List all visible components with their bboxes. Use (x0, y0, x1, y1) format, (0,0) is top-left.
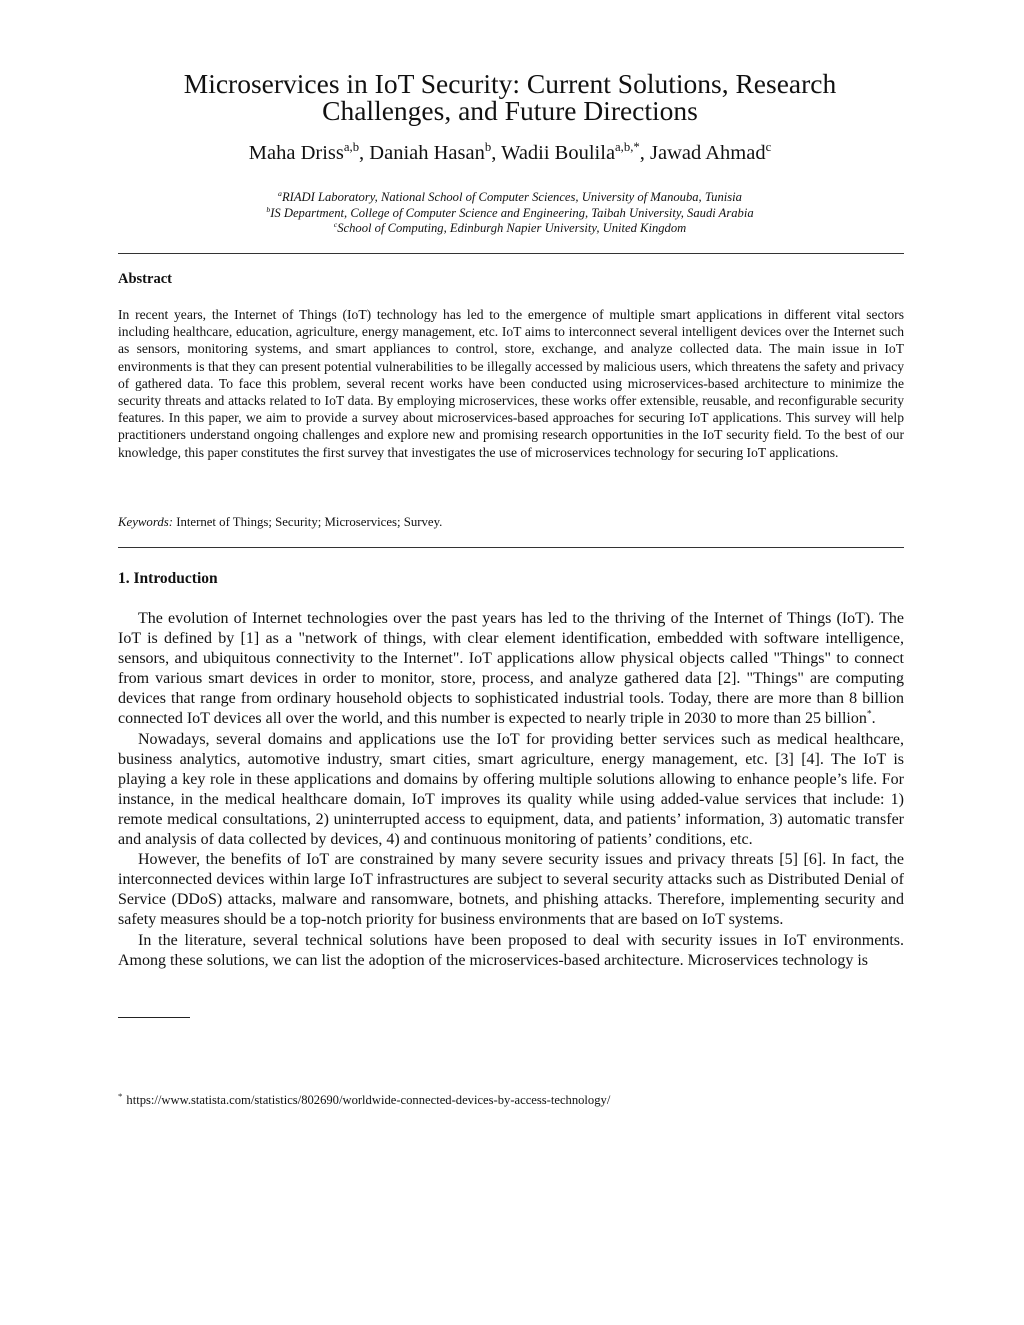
keywords-label: Keywords: (118, 515, 173, 529)
abstract-heading: Abstract (118, 271, 172, 287)
author-list (100, 140, 920, 166)
paper-title (150, 70, 870, 124)
title-line-2: Challenges, and Future Directions (322, 95, 698, 126)
footnote-divider (118, 1017, 190, 1018)
affiliations (100, 190, 920, 237)
footnote-ref[interactable]: * (866, 709, 872, 721)
affiliation: $^c$School of Computing, Edinburgh Napier University, United Kingdom (333, 219, 687, 235)
footnote (118, 1092, 610, 1108)
affiliation: $^a$RIADI Laboratory, National School of Computer Sciences, University of Manouba, Tunisia (278, 188, 742, 204)
author: Daniah Hasan$^b$, (369, 140, 502, 164)
paragraph: However, the benefits of IoT are constrained by many severe security issues and privacy threats [5] [6]. In fact, the interconnected devices within large IoT infrastructures are subject to several security attacks such as Distributed Denial of Service (DDoS) attacks, malware and ransomware, botnets, and phishing attacks. Therefore, implementing security and safety measures should be a top-notch priority for business environments that are based on IoT systems. (118, 851, 904, 929)
title-line-1: Microservices in IoT Security: Current Solutions, Research (183, 68, 837, 99)
header-divider (118, 253, 904, 254)
introduction-body (118, 609, 904, 971)
introduction-heading: 1. Introduction (118, 570, 218, 587)
author: Maha Driss$^{a,b}$, (248, 140, 370, 164)
author: Jawad Ahmad$^c$ (650, 140, 772, 164)
author: Wadii Boulila$^{a,b,*}$, (501, 140, 650, 164)
paragraph: Nowadays, several domains and applications use the IoT for providing better services such as medical healthcare, business analytics, automotive industry, smart cities, smart agriculture, energy management, etc. [3] [4]. The IoT is playing a key role in these applications and domains by offering multiple solutions allowing to enhance people’s life. For instance, in the medical healthcare domain, IoT improves its quality while using added-value services that include: 1) remote medical consultations, 2) uninterrupted access to equipment, data, and patients’ information, 3) automatic transfer and analysis of data collected by devices, 4) and continuous monitoring of patients’ conditions, etc. (118, 730, 904, 849)
abstract-divider (118, 547, 904, 548)
footnote-mark: * (118, 1090, 123, 1101)
paragraph: In the literature, several technical solutions have been proposed to deal with security issues in IoT environments. Among these solutions, we can list the adoption of the microservices-based architecture. Microservices technology is (118, 931, 904, 969)
keywords (118, 514, 904, 530)
keywords-text: Internet of Things; Security; Microservices; Survey. (176, 515, 443, 529)
paragraph: The evolution of Internet technologies over the past years has led to the thriving of the Internet of Things (IoT). The IoT is defined by [1] as a "network of things, with clear element identification, embedded with software intelligence, sensors, and ubiquitous connectivity to the Internet". IoT applications allow physical objects called "Things" to connect from various smart devices in order to monitor, store, process, and analyze gathered data [2]. "Things" are computing devices that range from ordinary household objects to sophisticated industrial tools. Today, there are more than 8 billion connected IoT devices all over the world, and this number is expected to nearly triple in 2030 to more than 25 billion*. (118, 610, 904, 728)
affiliation: $^b$IS Department, College of Computer Science and Engineering, Taibah University, Saudi Arabia (266, 204, 754, 220)
abstract-text: In recent years, the Internet of Things (IoT) technology has led to the emergence of multiple smart applications in different vital sectors including healthcare, education, agriculture, energy management, etc. IoT aims to interconnect several intelligent devices over the Internet such as sensors, monitoring systems, and smart appliances to control, store, exchange, and analyze collected data. The main issue in IoT environments is that they can present potential vulnerabilities to be illegally accessed by malicious users, which threatens the safety and privacy of gathered data. To face this problem, several recent works have been conducted using microservices-based architecture to minimize the security threats and attacks related to IoT data. By employing microservices, these works offer extensible, reusable, and reconfigurable security features. In this paper, we aim to provide a survey about microservices-based approaches for securing IoT applications. This survey will help practitioners understand ongoing challenges and explore new and promising research opportunities in the IoT security field. To the best of our knowledge, this paper constitutes the first survey that investigates the use of microservices technology for securing IoT applications. (118, 307, 904, 460)
footnote-link[interactable]: https://www.statista.com/statistics/802690/worldwide-connected-devices-by-access-technology/ (126, 1093, 611, 1107)
